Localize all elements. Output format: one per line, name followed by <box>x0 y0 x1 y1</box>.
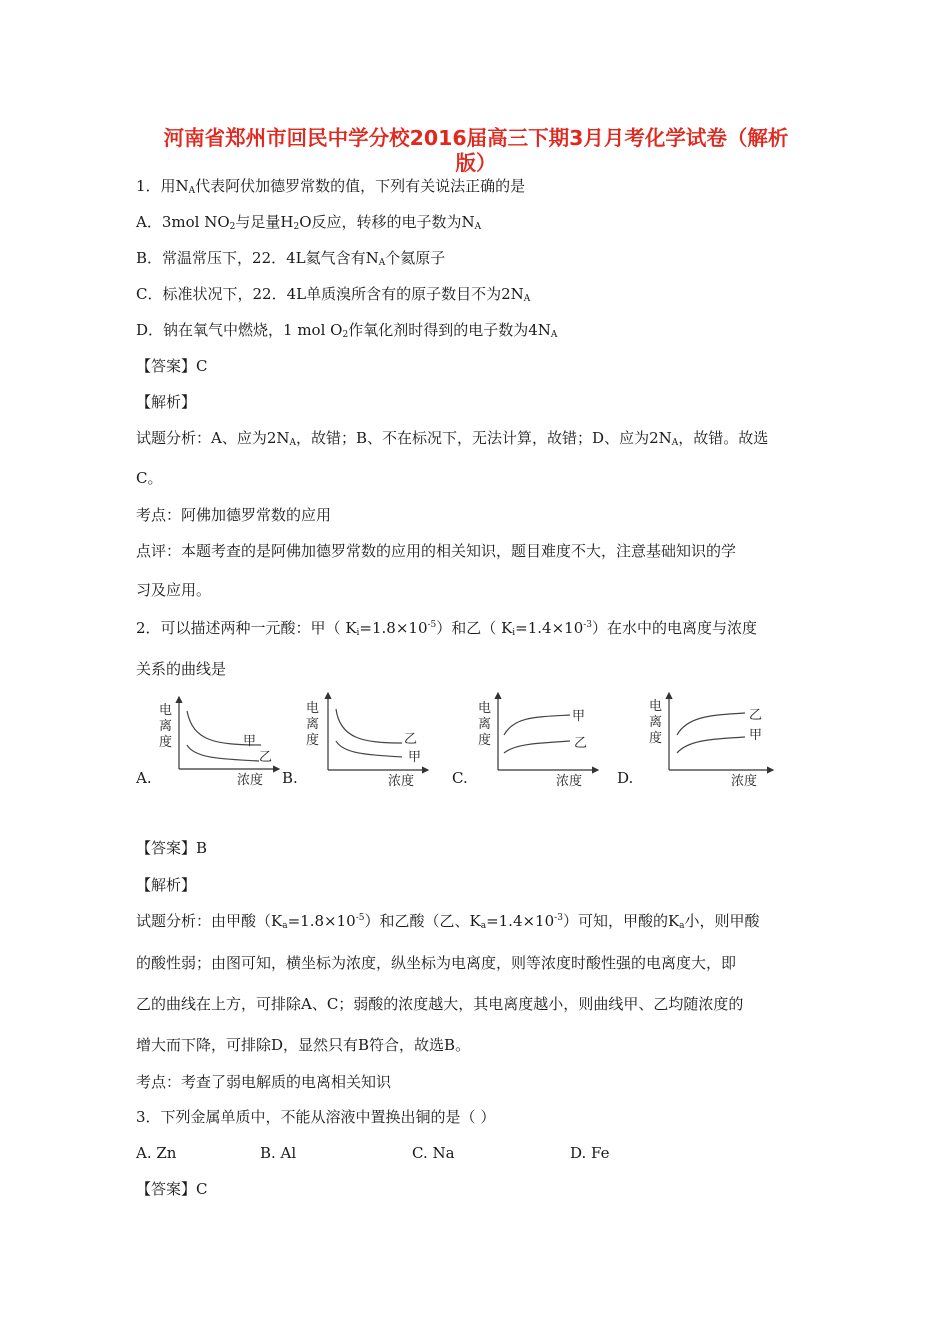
q1-option-c: C．标准状况下，22．4L单质溴所含有的原子数目不为$2N_A$ <box>136 285 531 304</box>
curve-jia <box>504 715 570 735</box>
q1-dianping-line2: 习及应用。 <box>136 581 212 599</box>
q2-stem-line1: 2．可以描述两种一元酸：甲（ $K_i=1.8\times 10^{-5}$）和乙（ $K_i=1.4\times 10^{-3}$）在水中的电离度与浓度 <box>136 619 758 638</box>
curve-label-bottom: 乙 <box>259 750 273 765</box>
curve-yi <box>504 741 570 753</box>
curve-label-top: 甲 <box>572 709 586 724</box>
q2-kaodian: 考点：考查了弱电解质的电离相关知识 <box>136 1073 392 1091</box>
q3-option-a: A. Zn <box>136 1144 177 1162</box>
q2-analysis-line3: 乙的曲线在上方，可排除A、C；弱酸的浓度越大，其电离度越小，则曲线甲、乙均随浓度的 <box>136 995 744 1013</box>
q2-analysis-label: 【解析】 <box>136 876 197 894</box>
curve-jia <box>677 737 745 753</box>
curve-label-bottom: 甲 <box>749 728 763 743</box>
q2-analysis-line2: 的酸性弱；由图可知，横坐标为浓度，纵坐标为电离度，则等浓度时酸性强的电离度大，即 <box>136 954 737 972</box>
curve-label-top: 乙 <box>749 708 763 723</box>
y-axis-label-char: 离 <box>306 717 320 732</box>
q2-graph-b <box>302 689 432 792</box>
y-axis-label-char: 度 <box>649 731 663 746</box>
q1-option-b: B．常温常压下，22．4L氦气含有$N_A$个氦原子 <box>136 249 446 268</box>
q2-answer: 【答案】B <box>136 839 208 857</box>
q1-option-a: A．3mol $NO_2$与足量$H_2O$反应，转移的电子数为$N_A$ <box>136 213 482 232</box>
q2-stem-line2: 关系的曲线是 <box>136 660 227 678</box>
y-axis-label-char: 度 <box>306 733 320 748</box>
y-axis-label-char: 电 <box>649 699 663 714</box>
document-title-line1: 河南省郑州市回民中学分校2016届高三下期3月月考化学试卷（解析 <box>163 126 789 150</box>
y-axis-label-char: 离 <box>649 715 663 730</box>
x-axis-label: 浓度 <box>731 774 758 789</box>
q1-kaodian: 考点：阿佛加德罗常数的应用 <box>136 506 332 524</box>
x-axis-label: 浓度 <box>237 773 264 788</box>
q1-dianping-line1: 点评：本题考查的是阿佛加德罗常数的应用的相关知识，题目难度不大，注意基础知识的学 <box>136 542 737 560</box>
q2-graph-a <box>155 693 285 792</box>
q2-graph-c <box>474 689 604 792</box>
q2-analysis-line4: 增大而下降，可排除D，显然只有B符合，故选B。 <box>136 1036 471 1054</box>
q1-option-d: D．钠在氧气中燃烧，1 mol $O_2$作氧化剂时得到的电子数为$4N_A$ <box>136 321 558 340</box>
q2-option-c-letter: C. <box>452 769 468 787</box>
q3-option-c: C. Na <box>412 1144 455 1162</box>
curve-label-top: 甲 <box>243 734 257 749</box>
y-axis-label-char: 度 <box>478 733 492 748</box>
curve-label-top: 乙 <box>404 732 418 747</box>
curve-yi <box>677 713 745 735</box>
q3-stem: 3．下列金属单质中，不能从溶液中置换出铜的是（ ） <box>136 1108 496 1126</box>
y-axis-label-char: 离 <box>478 717 492 732</box>
y-axis-label-char: 离 <box>159 719 173 734</box>
q3-answer: 【答案】C <box>136 1180 208 1198</box>
q3-option-d: D. Fe <box>570 1144 610 1162</box>
y-axis-label-char: 电 <box>306 701 320 716</box>
y-axis-label-char: 电 <box>478 701 492 716</box>
q2-option-a-letter: A. <box>136 769 152 787</box>
q1-analysis-label: 【解析】 <box>136 393 197 411</box>
q2-option-b-letter: B. <box>282 769 298 787</box>
q1-stem: 1．用$N_A$代表阿伏加德罗常数的值，下列有关说法正确的是 <box>136 177 526 196</box>
q3-option-b: B. Al <box>260 1144 297 1162</box>
q2-analysis-line1: 试题分析：由甲酸$(K_a=1.8\times 10^{-5})$和乙酸（乙、$K_a=1.4\times 10^{-3}$）可知，甲酸的$K_a$小，则甲酸 <box>136 912 760 931</box>
curve-label-bottom: 乙 <box>574 736 588 751</box>
y-axis-label-char: 度 <box>159 735 173 750</box>
q1-answer: 【答案】C <box>136 357 208 375</box>
y-axis-label-char: 电 <box>159 703 173 718</box>
curve-yi <box>336 709 402 743</box>
document-title-line2: 版） <box>455 151 497 175</box>
q2-option-d-letter: D. <box>617 769 634 787</box>
q1-analysis-line2: C。 <box>136 469 163 487</box>
x-axis-label: 浓度 <box>388 774 415 789</box>
q2-graph-d <box>645 689 780 792</box>
curve-label-bottom: 甲 <box>408 750 422 765</box>
x-axis-label: 浓度 <box>556 774 583 789</box>
q1-analysis-line1: 试题分析：A、应为$2N_A$，故错；B、不在标况下，无法计算，故错；D、应为$2N_A$，故错。故选 <box>136 429 769 448</box>
